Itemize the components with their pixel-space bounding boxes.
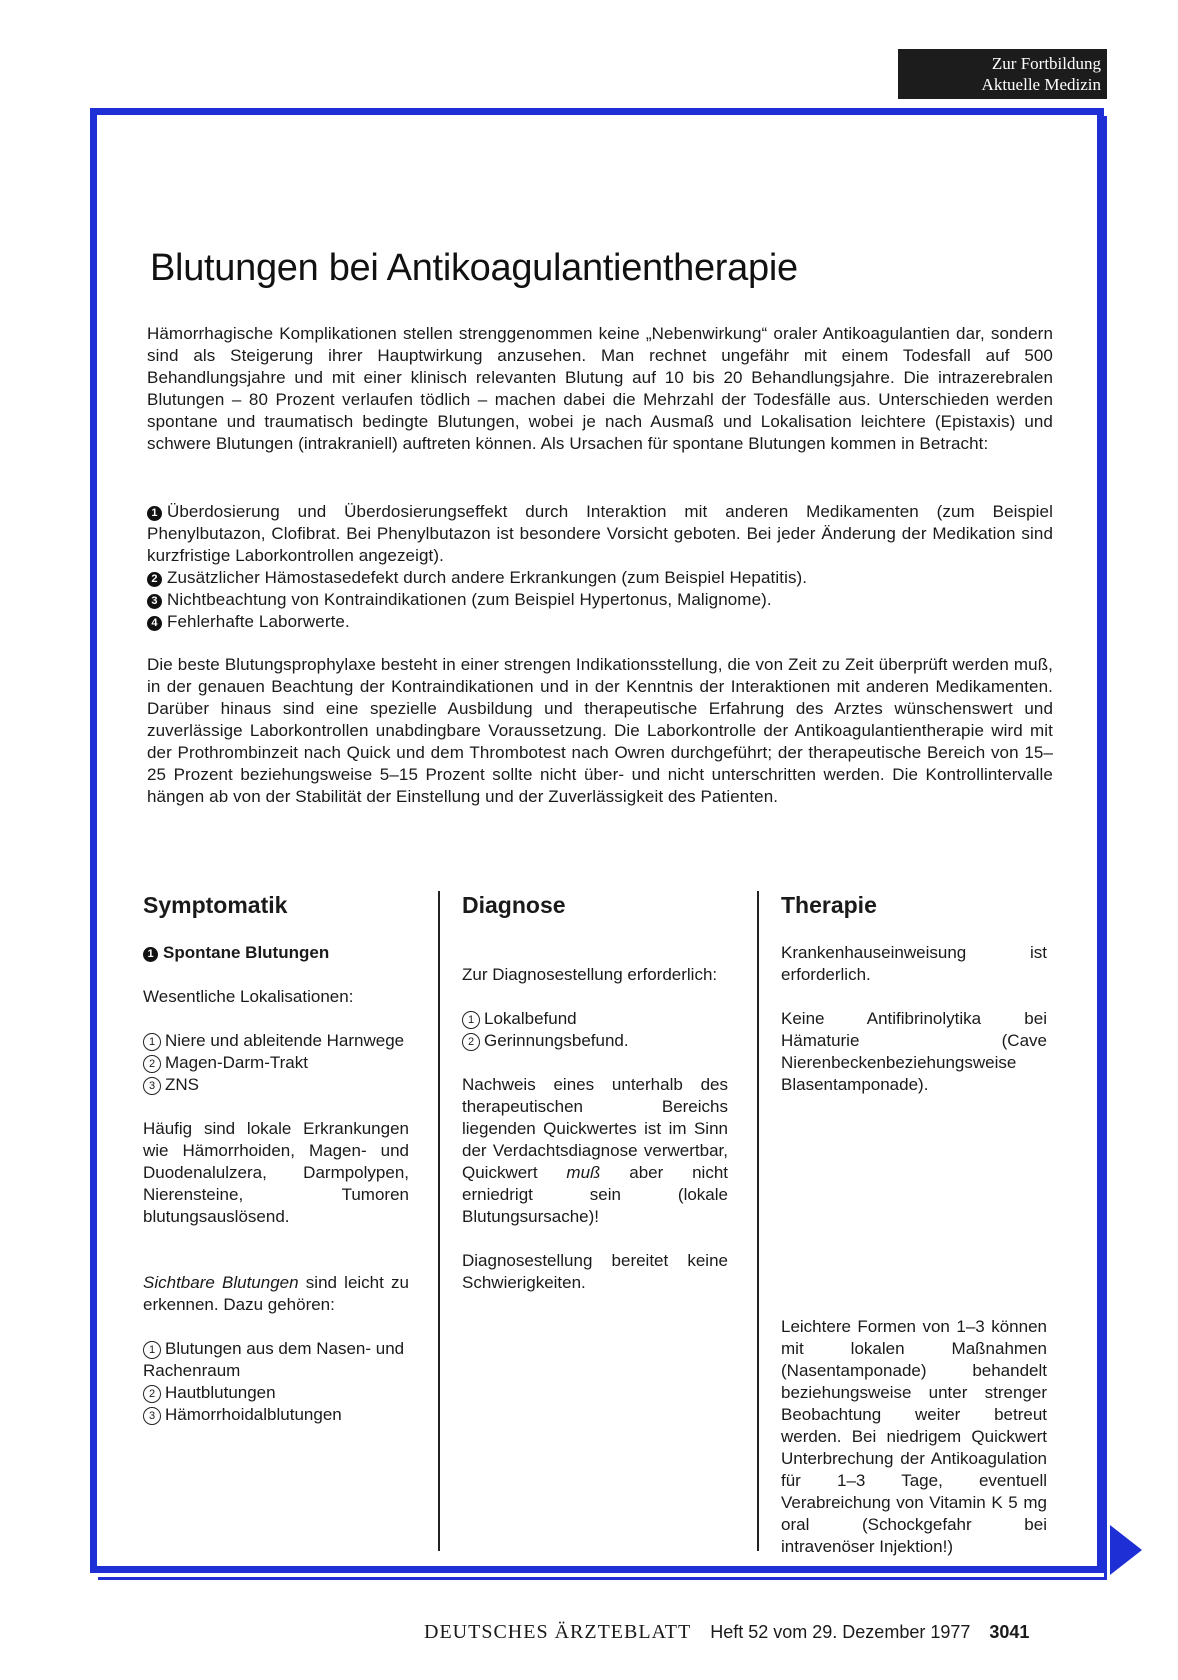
section-tag-line2: Aktuelle Medizin	[981, 75, 1101, 94]
cause-text: Überdosierung und Überdosierungseffekt durch Interaktion mit anderen Medikamenten (zum Beispiel Phenylbutazon, Clofibrat. Bei Phenylbutazon ist besondere Vorsicht geboten. Bei jeder Änderung der Medikation sind kurzfristige Laborkontrollen angezeigt).	[147, 502, 1053, 565]
column-heading: Diagnose	[462, 892, 566, 918]
list-item-text: Lokalbefund	[484, 1009, 577, 1028]
column-divider	[438, 891, 440, 1551]
magazine-name: DEUTSCHES ÄRZTEBLATT	[424, 1621, 692, 1643]
intro-text: Hämorrhagische Komplikationen stellen strenggenommen keine „Nebenwirkung“ oraler Antikoagulantien dar, sondern sind als Steigerung ihrer Hauptwirkung anzusehen. Man rechnet ungefähr mit einem Todesfall auf 500 Behandlungsjahre und mit einer klinisch relevanten Blutung auf 10 bis 20 Behandlungsjahre. Die intrazerebralen Blutungen – 80 Prozent verlaufen tödlich – machen dabei die Mehrzahl der Todesfälle aus. Unterschieden werden spontane und traumatisch bedingte Blutungen, wobei je nach Ausmaß und Lokalisation leichtere (Epistaxis) und schwere Blutungen (intrakraniell) auftreten können. Als Ursachen für spontane Blutungen kommen in Betracht:	[147, 324, 1053, 453]
column-therapie	[781, 890, 1047, 1580]
circled-number-icon: 3	[143, 1077, 161, 1095]
list-item	[462, 1009, 577, 1028]
circled-number-icon: 1	[143, 1341, 161, 1359]
paragraph: Häufig sind lokale Erkrankungen wie Hämorrhoiden, Magen- und Duodenalulzera, Darmpolypen, Nierensteine, Tumoren blutungsauslösend.	[143, 1119, 409, 1226]
column-symptomatik	[143, 890, 409, 1448]
paragraph-text: Nachweis eines unterhalb des therapeutischen Bereichs liegenden Quickwertes ist im Sinn der Verdachtsdiagnose verwertbar, Quickwert	[462, 1075, 728, 1182]
paragraph	[143, 1272, 409, 1316]
circled-number-icon: 1	[462, 1011, 480, 1029]
list-item	[143, 1053, 308, 1072]
emphasis-text: muß	[566, 1163, 601, 1182]
list-item-text: Magen-Darm-Trakt	[165, 1053, 308, 1072]
list-item	[462, 1031, 629, 1050]
paragraph-text: sind leicht zu erkennen. Dazu gehören:	[143, 1273, 410, 1314]
list-item	[143, 1075, 199, 1094]
subheading	[143, 942, 409, 964]
causes-list	[147, 501, 1053, 633]
circled-number-icon: 1	[143, 1033, 161, 1051]
prophylaxis-paragraph	[147, 654, 1053, 808]
paragraph: Krankenhauseinweisung ist erforderlich.	[781, 943, 1047, 984]
circled-number-icon: 2	[462, 1033, 480, 1051]
list-item	[143, 1031, 404, 1050]
prophylaxis-text: Die beste Blutungsprophylaxe besteht in einer strengen Indikationsstellung, die von Zeit zu Zeit überprüft werden muß, in der genauen Beachtung der Kontraindikationen und in der Kenntnis der Interaktionen mit anderen Medikamenten. Darüber hinaus sind eine spezielle Ausbildung und therapeutische Erfahrung des Arztes wünschenswert und zuverlässige Laborkontrollen unabdingbare Voraussetzung. Die Laborkontrolle der Antikoagulantientherapie wird mit der Prothrombinzeit nach Quick und dem Thrombotest nach Owren durchgeführt; der therapeutische Bereich von 15–25 Prozent beziehungsweise 5–15 Prozent sollte nicht über- und nicht unterschritten werden. Die Kontrollintervalle hängen ab von der Stabilität der Einstellung und der Zuverlässigkeit des Patienten.	[147, 655, 1053, 806]
list-item	[143, 1405, 342, 1424]
column-diagnose	[462, 890, 728, 1316]
list-item	[147, 567, 1053, 589]
number-badge-icon: 1	[143, 947, 158, 962]
column-heading: Symptomatik	[143, 892, 288, 918]
paragraph: Zur Diagnosestellung erforderlich:	[462, 965, 718, 984]
continue-arrow-icon	[1110, 1525, 1142, 1575]
paragraph	[462, 1074, 728, 1228]
number-badge-icon: 1	[147, 506, 162, 521]
paragraph: Keine Antifibrinolytika bei Hämaturie (Cave Nierenbeckenbeziehungsweise Blasentamponade).	[781, 1009, 1047, 1094]
emphasis-text: Sichtbare Blutungen	[143, 1273, 299, 1292]
list-item-text: Blutungen aus dem Nasen- und Rachenraum	[143, 1339, 405, 1380]
column-divider	[757, 891, 759, 1551]
intro-paragraph	[147, 323, 1053, 455]
frame-shadow-right	[1104, 116, 1107, 1580]
paragraph: Diagnosestellung bereitet keine Schwierigkeiten.	[462, 1251, 728, 1292]
circled-number-icon: 2	[143, 1055, 161, 1073]
section-tag-line1: Zur Fortbildung	[991, 54, 1101, 73]
diagnose-list	[462, 1008, 728, 1052]
list-item-text: Gerinnungsbefund.	[484, 1031, 629, 1050]
visible-bleeding-list	[143, 1338, 409, 1426]
section-tag	[898, 49, 1107, 99]
number-badge-icon: 4	[147, 616, 162, 631]
paragraph: Wesentliche Lokalisationen:	[143, 987, 354, 1006]
paragraph: Leichtere Formen von 1–3 können mit lokalen Maßnahmen (Nasentamponade) behandelt beziehungsweise unter strenger Beobachtung weiter betreut werden. Bei niedrigem Quickwert Unterbrechung der Antikoagulation für 1–3 Tage, eventuell Verabreichung von Vitamin K 5 mg oral (Schockgefahr bei intravenöser Injektion!)	[781, 1317, 1047, 1556]
list-item	[147, 589, 1053, 611]
list-item	[143, 1339, 404, 1380]
circled-number-icon: 2	[143, 1385, 161, 1403]
list-item	[143, 1383, 276, 1402]
list-item-text: ZNS	[165, 1075, 199, 1094]
list-item-text: Hautblutungen	[165, 1383, 276, 1402]
column-heading: Therapie	[781, 892, 877, 918]
list-item	[147, 501, 1053, 567]
list-item-text: Niere und ableitende Harnwege	[165, 1031, 405, 1050]
paragraph-text: aber nicht erniedrigt sein (lokale Blutungsursache)!	[462, 1163, 728, 1226]
article-title: Blutungen bei Antikoagulantientherapie	[150, 247, 798, 289]
number-badge-icon: 3	[147, 594, 162, 609]
page-footer	[424, 1621, 1029, 1643]
page-number: 3041	[989, 1622, 1030, 1642]
cause-text: Zusätzlicher Hämostasedefekt durch andere Erkrankungen (zum Beispiel Hepatitis).	[167, 568, 808, 587]
number-badge-icon: 2	[147, 572, 162, 587]
list-item	[147, 611, 1053, 633]
subheading-text: Spontane Blutungen	[163, 943, 330, 962]
list-item-text: Hämorrhoidalblutungen	[165, 1405, 342, 1424]
cause-text: Fehlerhafte Laborwerte.	[167, 612, 350, 631]
cause-text: Nichtbeachtung von Kontraindikationen (zum Beispiel Hypertonus, Malignome).	[167, 590, 772, 609]
circled-number-icon: 3	[143, 1407, 161, 1425]
issue-info: Heft 52 vom 29. Dezember 1977	[710, 1622, 971, 1642]
localisation-list	[143, 1030, 409, 1096]
